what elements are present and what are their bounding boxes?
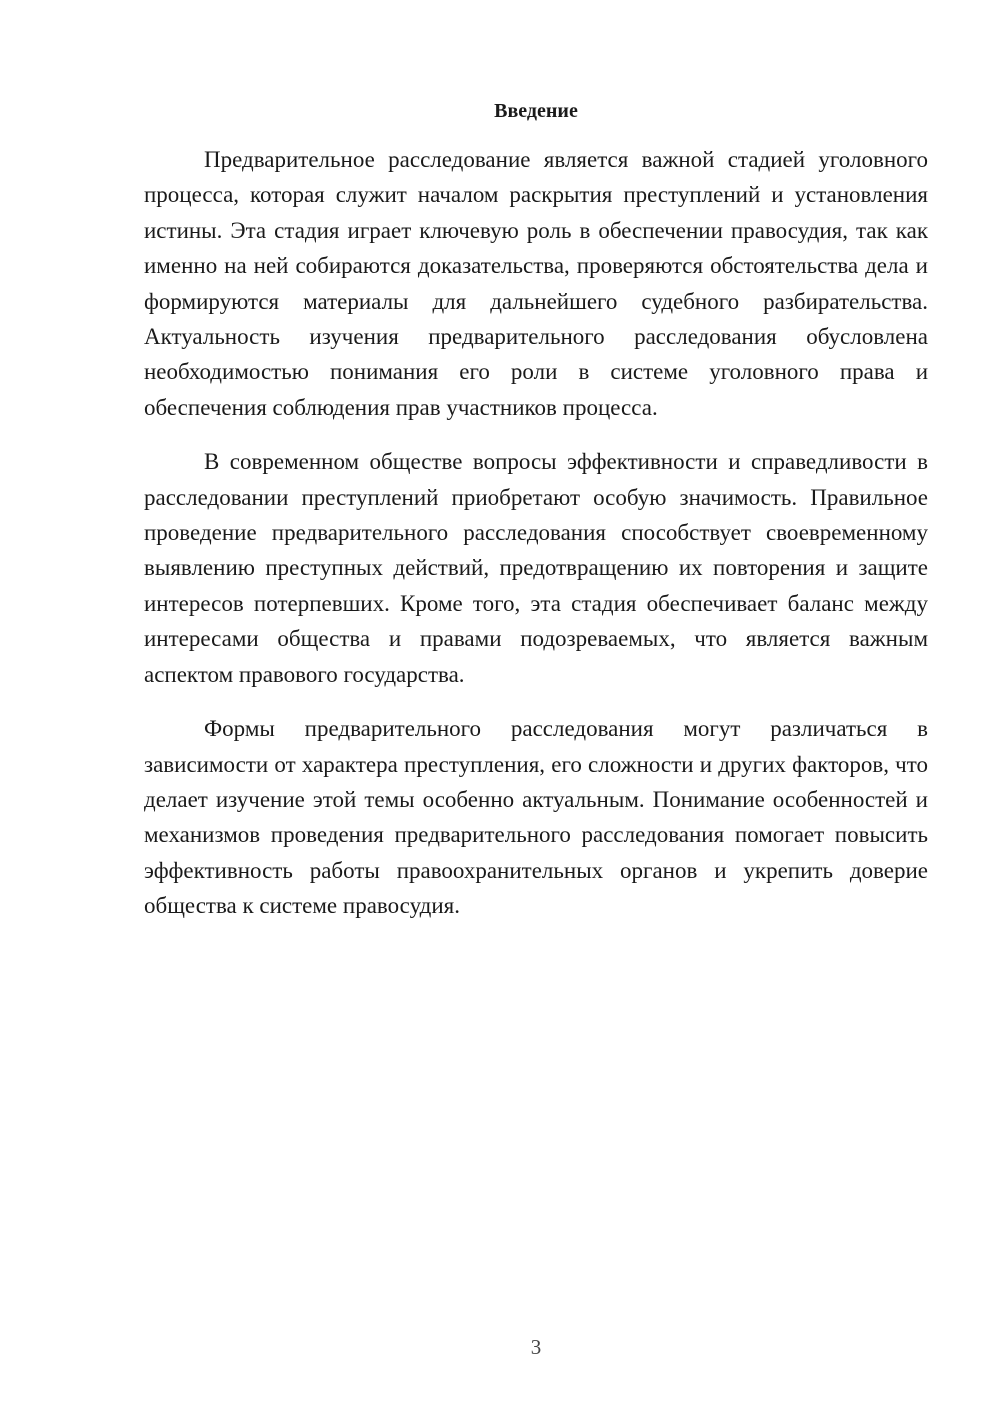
paragraph-1: Предварительное расследование является важной стадией уголовного процесса, которая служит началом раскрытия преступлений и установления истины. Эта стадия играет ключевую роль в обеспечении правосудия, так как именно на ней собираются доказательства, проверяются обстоятельства дела и формируются материалы для дальнейшего судебного разбирательства. Актуальность изучения предварительного расследования обусловлена необходимостью понимания его роли в системе уголовного права и обеспечения соблюдения прав участников процесса.	[144, 147, 928, 420]
body-text	[144, 142, 928, 924]
paragraph-3: Формы предварительного расследования могут различаться в зависимости от характера преступления, его сложности и других факторов, что делает изучение этой темы особенно актуальным. Понимание особенностей и механизмов проведения предварительного расследования помогает повысить эффективность работы правоохранительных органов и укрепить доверие общества к системе правосудия.	[144, 716, 928, 919]
paragraph-2: В современном обществе вопросы эффективности и справедливости в расследовании преступлений приобретают особую значимость. Правильное проведение предварительного расследования способствует своевременному выявлению преступных действий, предотвращению их повторения и защите интересов потерпевших. Кроме того, эта стадия обеспечивает баланс между интересами общества и правами подозреваемых, что является важным аспектом правового государства.	[144, 449, 928, 687]
page-number: 3	[530, 1335, 542, 1359]
section-title: Введение	[494, 100, 578, 122]
